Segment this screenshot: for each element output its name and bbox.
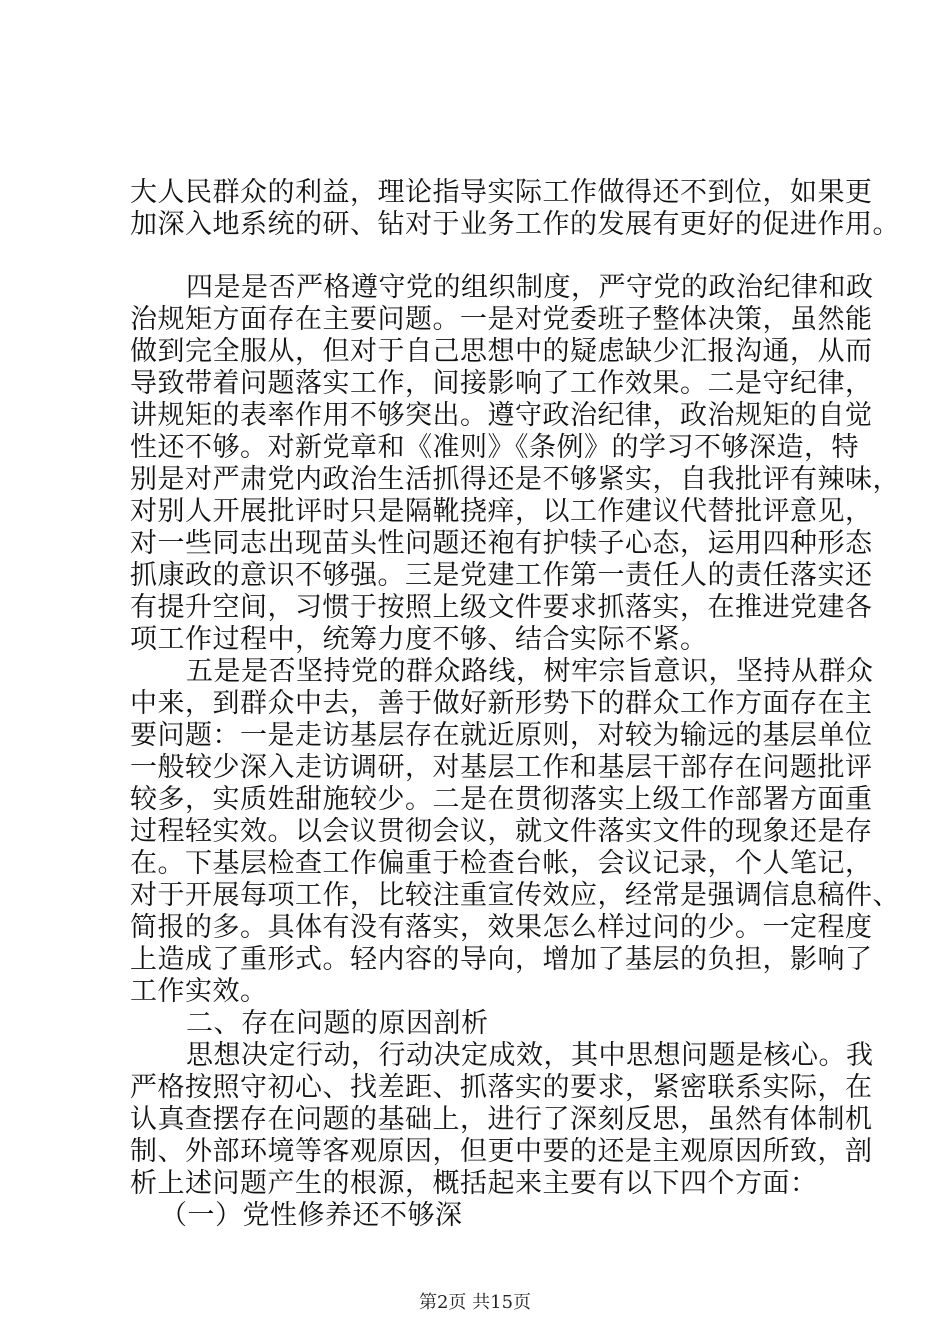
text-line: 项工作过程中，统筹力度不够、结合实际不紧。 — [130, 624, 708, 655]
text-line: 做到完全服从，但对于自己思想中的疑虑缺少汇报沟通，从而 — [130, 336, 873, 367]
text-line: 认真查摆存在问题的基础上，进行了深刻反思，虽然有体制机 — [130, 1104, 873, 1135]
paragraph-start: 四是是否严格遵守党的组织制度，严守党的政治纪律和政 — [186, 272, 874, 303]
text-line: 过程轻实效。以会议贯彻会议，就文件落实文件的现象还是存 — [130, 816, 873, 847]
page-footer: 第2页 共15页 — [418, 1292, 532, 1313]
text-line: 导致带着问题落实工作，间接影响了工作效果。二是守纪律， — [130, 368, 873, 399]
text-line: 简报的多。具体有没有落实，效果怎么样过问的少。一定程度 — [130, 912, 873, 943]
text-line: 严格按照守初心、找差距、抓落实的要求，紧密联系实际，在 — [130, 1072, 873, 1103]
text-line: 性还不够。对新党章和《准则》《条例》的学习不够深造，特 — [130, 432, 859, 463]
text-line: 加深入地系统的研、钻对于业务工作的发展有更好的促进作用。 — [130, 209, 900, 240]
text-line: 要问题：一是走访基层存在就近原则，对较为输远的基层单位 — [130, 720, 873, 751]
section-heading: 二、存在问题的原因剖析 — [186, 1008, 489, 1039]
text-line: 别是对严肃党内政治生活抓得还是不够紧实，自我批评有辣味， — [130, 464, 900, 495]
text-line: 上造成了重形式。轻内容的导向，增加了基层的负担，影响了 — [130, 944, 873, 975]
text-line: 大人民群众的利益，理论指导实际工作做得还不到位，如果更 — [130, 177, 873, 208]
paragraph-start: 思想决定行动，行动决定成效，其中思想问题是核心。我 — [186, 1040, 874, 1071]
text-line: 析上述问题产生的根源，概括起来主要有以下四个方面： — [130, 1168, 818, 1199]
text-line: 治规矩方面存在主要问题。一是对党委班子整体决策，虽然能 — [130, 304, 873, 335]
text-line: 对于开展每项工作，比较注重宣传效应，经常是强调信息稿件、 — [130, 880, 900, 911]
text-line: 较多，实质姓甜施较少。二是在贯彻落实上级工作部署方面重 — [130, 784, 873, 815]
text-line: 抓康政的意识不够强。三是党建工作第一责任人的责任落实还 — [130, 560, 873, 591]
text-line: 中来，到群众中去，善于做好新形势下的群众工作方面存在主 — [130, 688, 873, 719]
subsection-heading: （一）党性修养还不够深 — [160, 1200, 463, 1231]
paragraph-start: 五是是否坚持党的群众路线，树牢宗旨意识，坚持从群众 — [186, 656, 874, 687]
text-line: 工作实效。 — [130, 976, 268, 1007]
text-line: 制、外部环境等客观原因，但更中要的还是主观原因所致，剖 — [130, 1136, 873, 1167]
text-line: 对别人开展批评时只是隔靴挠痒，以工作建议代替批评意见， — [130, 496, 873, 527]
text-line: 一般较少深入走访调研，对基层工作和基层干部存在问题批评 — [130, 752, 873, 783]
text-line: 对一些同志出现苗头性问题还袍有护犊子心态，运用四种形态 — [130, 528, 873, 559]
text-line: 有提升空间，习惯于按照上级文件要求抓落实，在推进党建各 — [130, 592, 873, 623]
text-line: 在。下基层检查工作偏重于检查台帐，会议记录，个人笔记， — [130, 848, 873, 879]
text-line: 讲规矩的表率作用不够突出。遵守政治纪律，政治规矩的自觉 — [130, 400, 873, 431]
